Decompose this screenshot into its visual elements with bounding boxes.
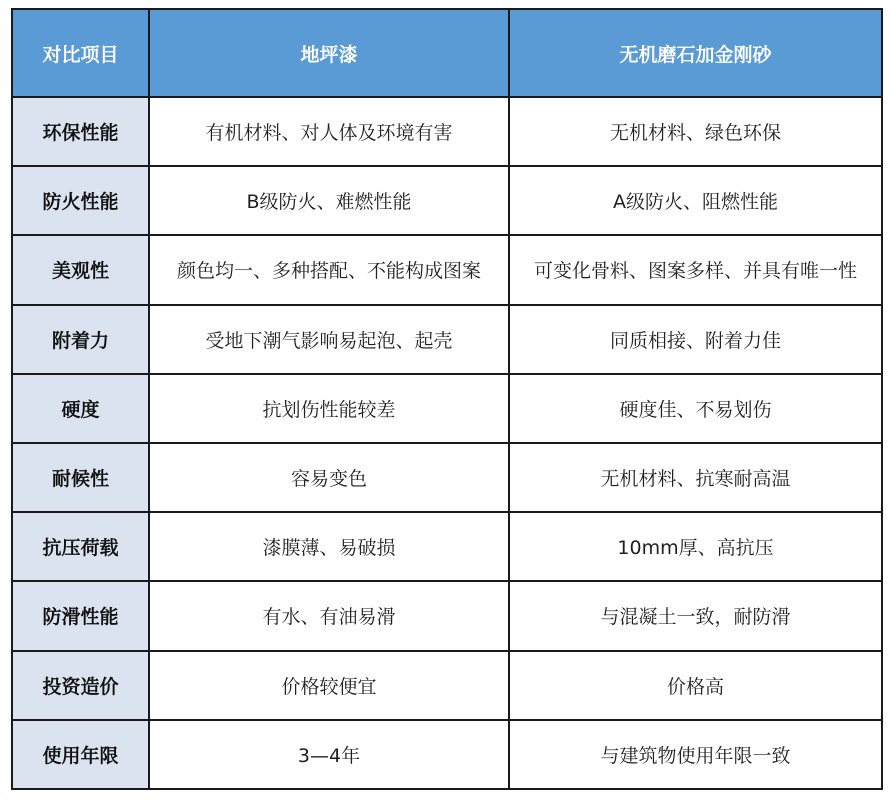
comparison-table — [11, 8, 883, 790]
floor-paint-cell: 受地下潮气影响易起泡、起壳 — [149, 305, 509, 374]
floor-paint-cell: 有水、有油易滑 — [149, 581, 509, 650]
row-label: 环保性能 — [12, 97, 149, 166]
row-label: 耐候性 — [12, 443, 149, 512]
terrazzo-cell: 价格高 — [509, 651, 882, 720]
row-label: 防火性能 — [12, 166, 149, 235]
terrazzo-cell: 与建筑物使用年限一致 — [509, 720, 882, 789]
table-row — [12, 166, 882, 235]
table-row — [12, 374, 882, 443]
row-label: 美观性 — [12, 235, 149, 304]
floor-paint-cell: 价格较便宜 — [149, 651, 509, 720]
floor-paint-cell: 抗划伤性能较差 — [149, 374, 509, 443]
terrazzo-cell: 无机材料、绿色环保 — [509, 97, 882, 166]
terrazzo-cell: 无机材料、抗寒耐高温 — [509, 443, 882, 512]
table-row — [12, 651, 882, 720]
table-row — [12, 97, 882, 166]
header-item: 对比项目 — [12, 9, 149, 97]
floor-paint-cell: B级防火、难燃性能 — [149, 166, 509, 235]
header-terrazzo: 无机磨石加金刚砂 — [509, 9, 882, 97]
table-row — [12, 235, 882, 304]
row-label: 使用年限 — [12, 720, 149, 789]
row-label: 抗压荷载 — [12, 512, 149, 581]
floor-paint-cell: 3—4年 — [149, 720, 509, 789]
header-floor-paint: 地坪漆 — [149, 9, 509, 97]
terrazzo-cell: 同质相接、附着力佳 — [509, 305, 882, 374]
row-label: 投资造价 — [12, 651, 149, 720]
terrazzo-cell: 硬度佳、不易划伤 — [509, 374, 882, 443]
terrazzo-cell: 10mm厚、高抗压 — [509, 512, 882, 581]
floor-paint-cell: 颜色均一、多种搭配、不能构成图案 — [149, 235, 509, 304]
floor-paint-cell: 容易变色 — [149, 443, 509, 512]
table-row — [12, 305, 882, 374]
table-row — [12, 720, 882, 789]
terrazzo-cell: A级防火、阻燃性能 — [509, 166, 882, 235]
table-row — [12, 581, 882, 650]
terrazzo-cell: 可变化骨料、图案多样、并具有唯一性 — [509, 235, 882, 304]
row-label: 附着力 — [12, 305, 149, 374]
terrazzo-cell: 与混凝土一致，耐防滑 — [509, 581, 882, 650]
table-row — [12, 443, 882, 512]
floor-paint-cell: 漆膜薄、易破损 — [149, 512, 509, 581]
row-label: 防滑性能 — [12, 581, 149, 650]
table-row — [12, 512, 882, 581]
row-label: 硬度 — [12, 374, 149, 443]
header-row — [12, 9, 882, 97]
floor-paint-cell: 有机材料、对人体及环境有害 — [149, 97, 509, 166]
